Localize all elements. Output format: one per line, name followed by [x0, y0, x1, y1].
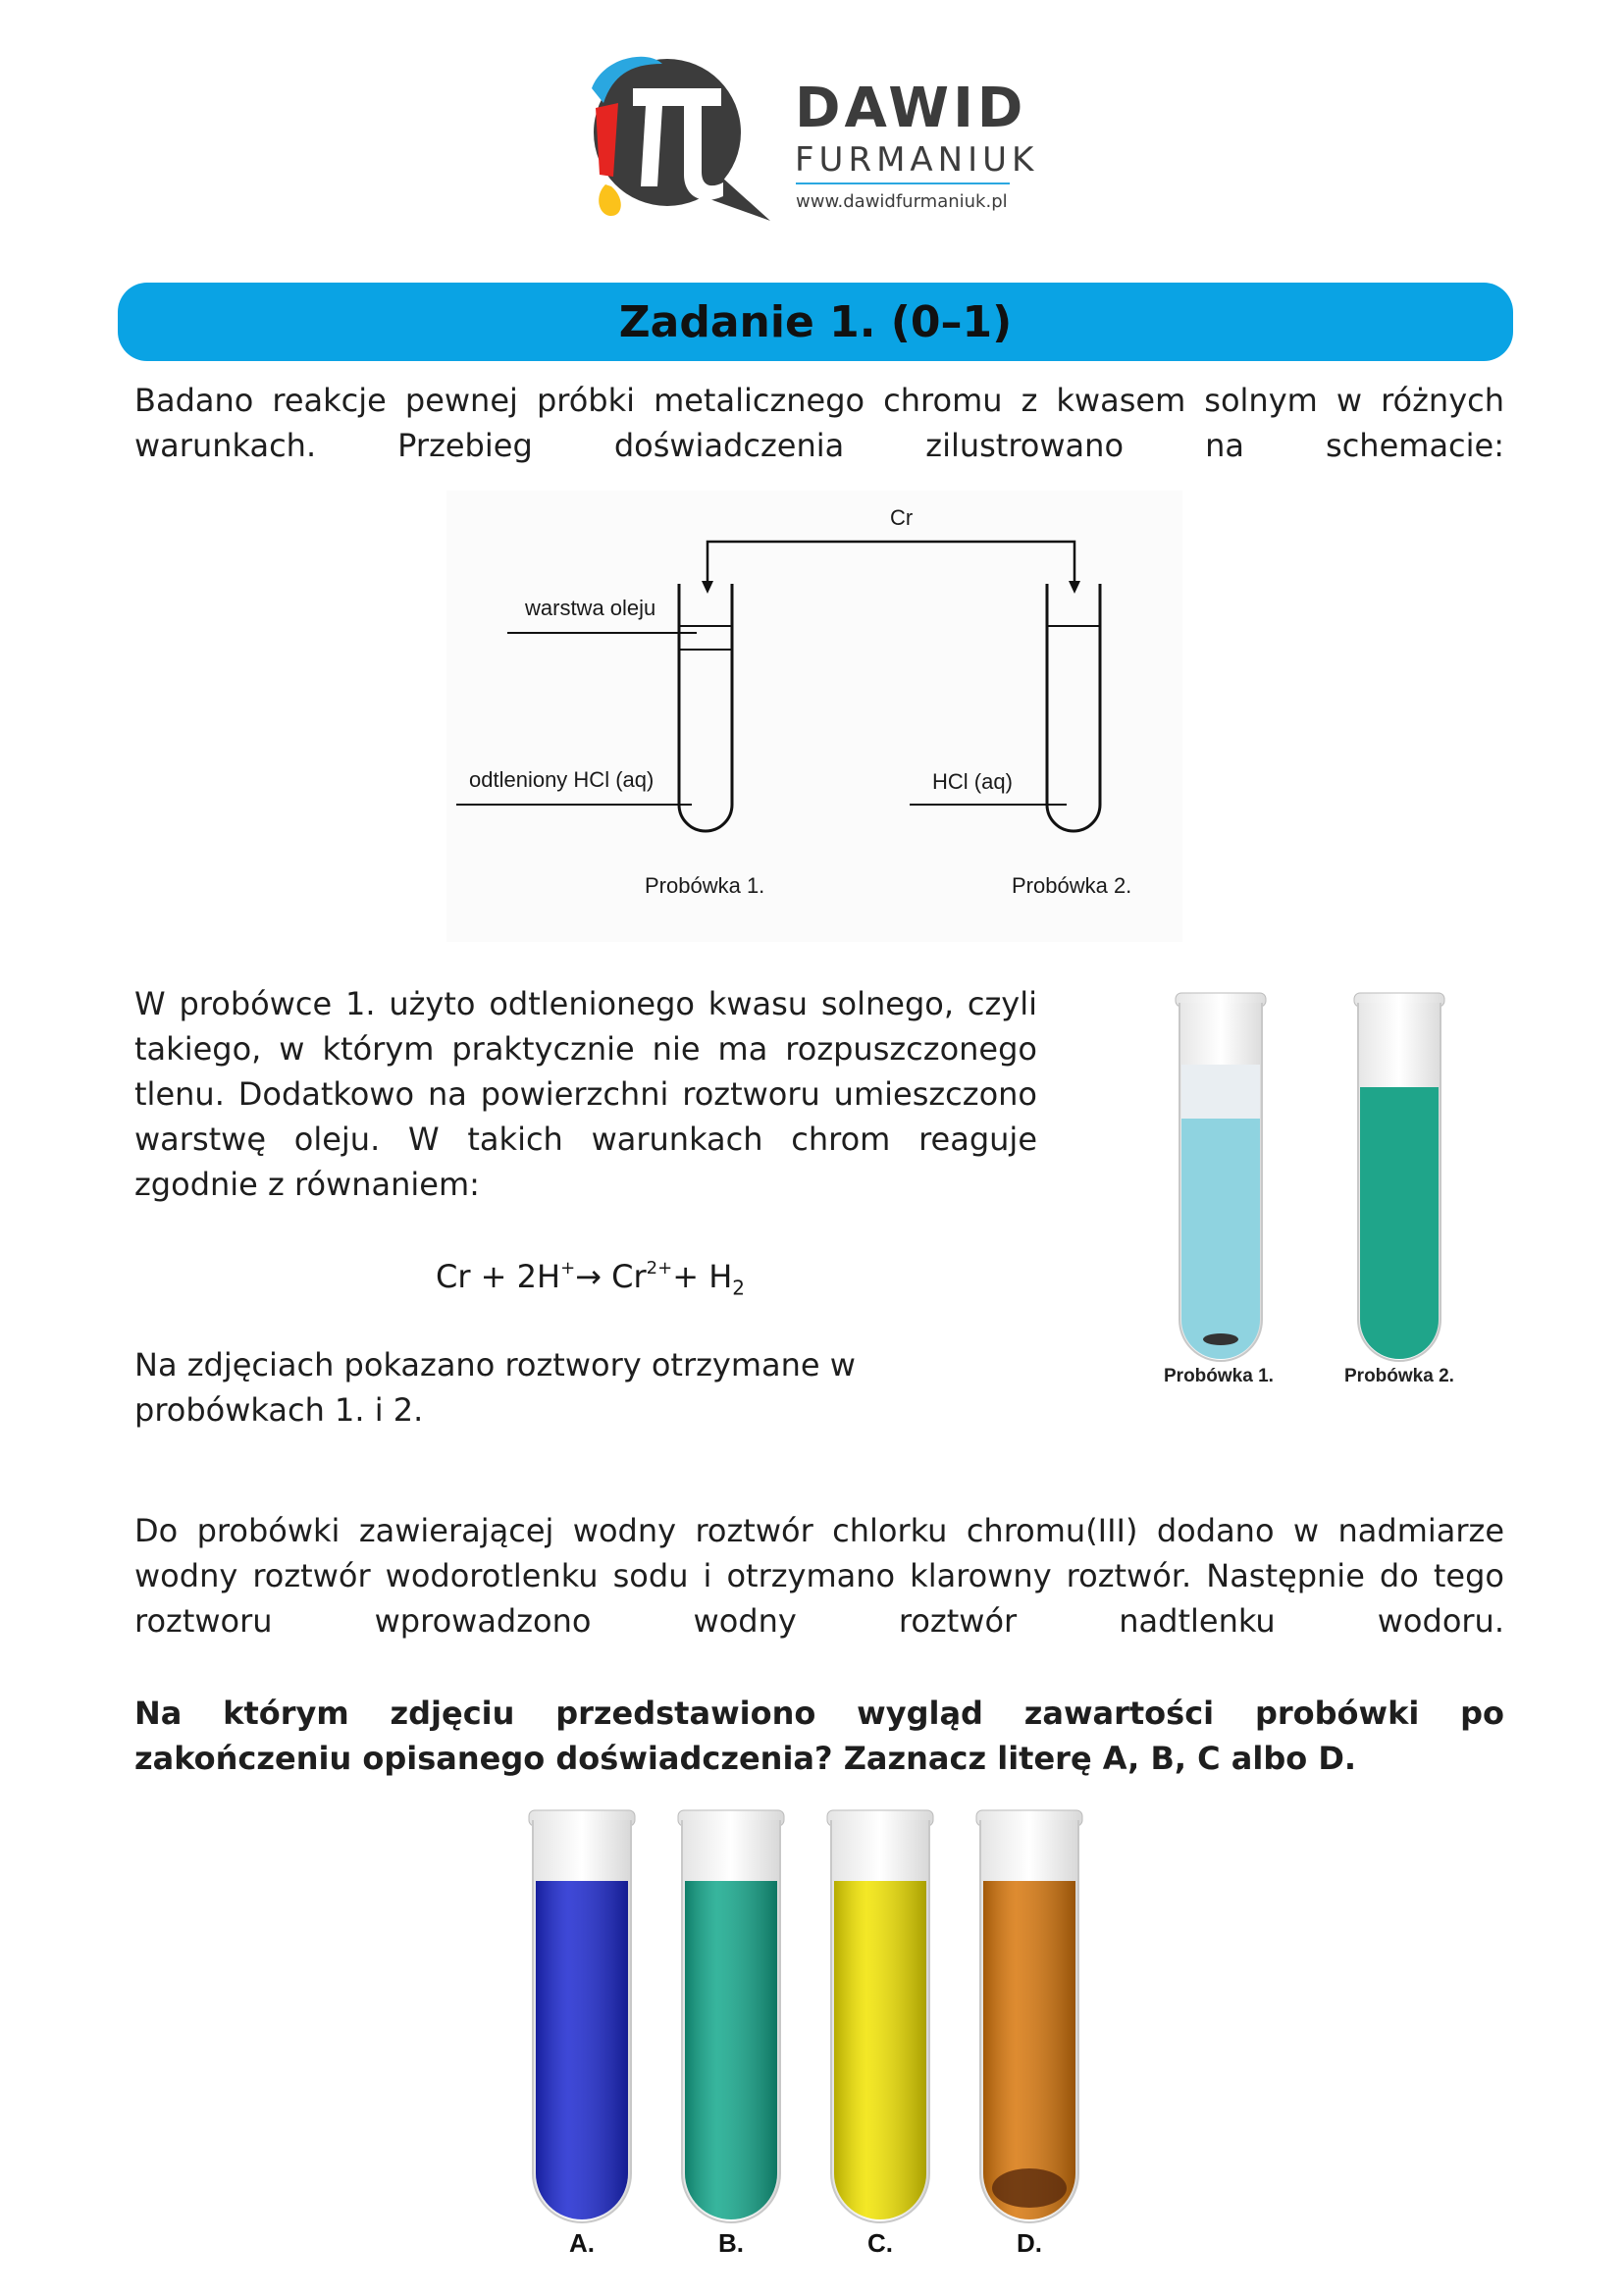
solutions-photo [1148, 981, 1472, 1393]
scheme-oil-label: warstwa oleju [525, 596, 656, 620]
equation-part1: Cr + 2H [436, 1258, 561, 1295]
option-label: C. [867, 2228, 893, 2258]
option-label: A. [569, 2228, 595, 2258]
equation-part2: Cr [601, 1258, 647, 1295]
option-label: D. [1017, 2228, 1042, 2258]
chromium-sample [1203, 1333, 1238, 1345]
scheme-hcl1-label: odtleniony HCl (aq) [469, 767, 655, 792]
experiment-scheme [446, 491, 1182, 942]
option-label: B. [718, 2228, 744, 2258]
option-tube-a [529, 1810, 635, 2222]
scheme-hcl2-label: HCl (aq) [932, 769, 1013, 794]
task-header-bar [118, 283, 1513, 361]
equation-part3: + H [672, 1258, 733, 1295]
intro-paragraph: Badano reakcje pewnej próbki metalicznego chromu z kwasem solnym w różnych warunkach. Przebieg doświadczenia zilustrowano na schemacie: [134, 382, 1504, 464]
option-tube-c [827, 1810, 933, 2222]
experiment-paragraph: Do probówki zawierającej wodny roztwór chlorku chromu(III) dodano w nadmiarze wodny roztwór wodorotlenku sodu i otrzymano klarowny roztwór. Następnie do tego roztworu wprowadzono wodny roztwór nadtlenku wodoru. [134, 1512, 1504, 1640]
photo-tube-2-liquid [1360, 1087, 1439, 1359]
option-tube-d [976, 1810, 1082, 2222]
reaction-equation [436, 1254, 745, 1299]
equation-sub: 2 [732, 1276, 745, 1300]
equation-arrow: → [575, 1258, 602, 1295]
scheme-cr-label: Cr [890, 505, 914, 530]
equation-sup2: 2+ [646, 1258, 673, 1278]
photo-tube2-label: Probówka 2. [1344, 1366, 1454, 1386]
sediment [992, 2168, 1067, 2208]
task-title: Zadanie 1. (0–1) [618, 296, 1013, 347]
photo-tube-1-liquid [1181, 1119, 1260, 1359]
option-tube-b [678, 1810, 784, 2222]
scheme-tube1-label: Probówka 1. [645, 873, 765, 898]
answer-options [518, 1800, 1117, 2271]
question-paragraph: Na którym zdjęciu przedstawiono wygląd zawartości probówki po zakończeniu opisanego doświadczenia? Zaznacz literę A, B, C albo D. [134, 1695, 1504, 1777]
brand-logo [564, 49, 1039, 235]
brand-url: www.dawidfurmaniuk.pl [796, 191, 1008, 212]
brand-name-line2: FURMANIUK [795, 140, 1039, 180]
scheme-tube2-label: Probówka 2. [1012, 873, 1132, 898]
photo-tube1-label: Probówka 1. [1164, 1366, 1274, 1386]
foam-layer [1181, 1065, 1260, 1119]
brand-name-line1: DAWID [795, 77, 1027, 140]
brand-divider [796, 183, 1010, 184]
equation-sup1: + [560, 1258, 576, 1278]
photo-paragraph: Na zdjęciach pokazano roztwory otrzymane w probówkach 1. i 2. [134, 1346, 856, 1429]
method-paragraph: W probówce 1. użyto odtlenionego kwasu solnego, czyli takiego, w którym praktycznie nie ma rozpuszczonego tlenu. Dodatkowo na powierzchni roztworu umieszczono warstwę oleju. W takich warunkach chrom reaguje zgodnie z równaniem: [134, 985, 1037, 1203]
